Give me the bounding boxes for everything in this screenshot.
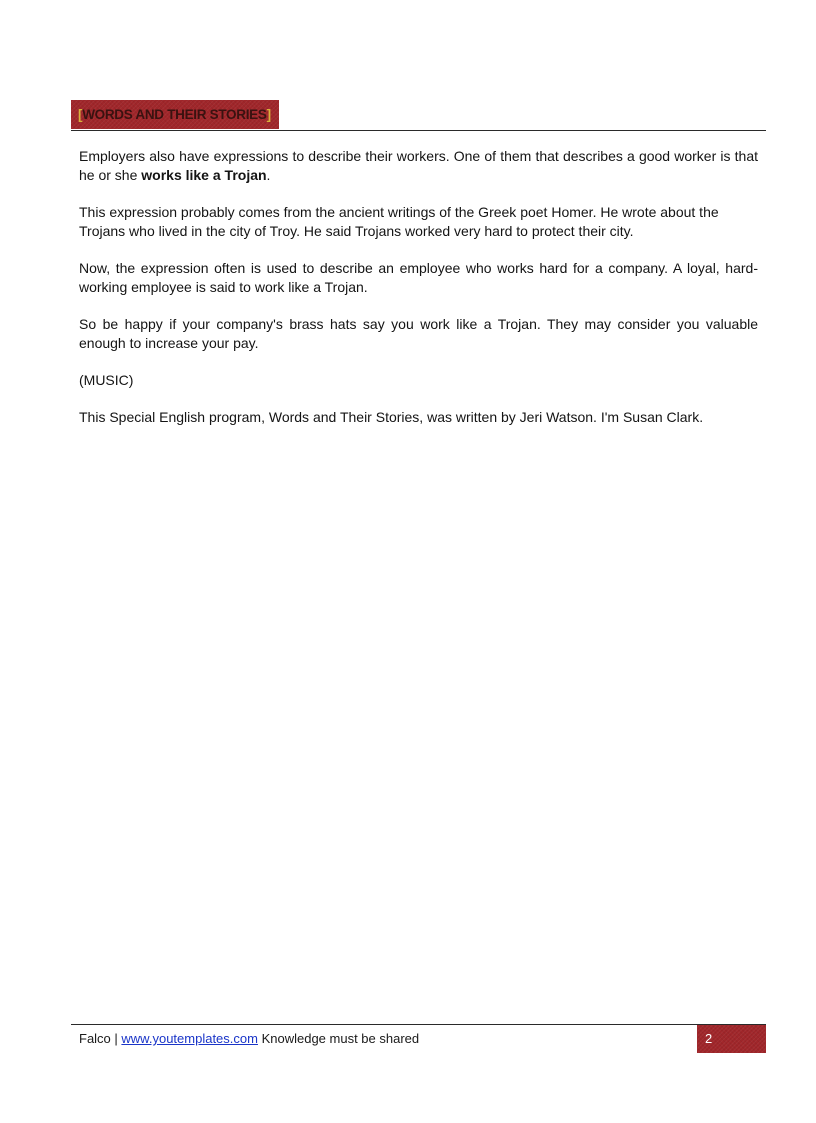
footer-author: Falco	[79, 1031, 111, 1046]
paragraph-3: Now, the expression often is used to describe an employee who works hard for a company. A loyal, hard-working employee is said to work like a Trojan.	[79, 260, 758, 295]
footer-separator: |	[110, 1031, 122, 1046]
paragraph-4: So be happy if your company's brass hats say you work like a Trojan. They may consider you valuable enough to increase your pay.	[79, 316, 758, 351]
paragraph-1-text: Employers also have expressions to describe their workers. One of them that describes a good worker is that he or she	[79, 148, 758, 183]
page-footer	[71, 1024, 766, 1054]
body-content	[79, 147, 758, 445]
footer-text	[79, 1031, 419, 1046]
bracket-open: [	[78, 107, 83, 122]
paragraph-1-end: .	[266, 167, 271, 183]
section-header	[71, 100, 766, 131]
paragraph-1-bold-phrase: works like a Trojan	[141, 167, 267, 183]
paragraph-1	[79, 147, 758, 185]
section-title: WORDS AND THEIR STORIES	[82, 107, 267, 122]
page-number: 2	[705, 1031, 713, 1046]
section-title-tab	[71, 100, 279, 129]
footer-website-link[interactable]: www.youtemplates.com	[121, 1031, 258, 1046]
footer-tagline: Knowledge must be shared	[257, 1031, 420, 1046]
paragraph-6: This Special English program, Words and Their Stories, was written by Jeri Watson. I'm Susan Clark.	[79, 409, 704, 425]
paragraph-5: (MUSIC)	[79, 372, 134, 388]
bracket-close: ]	[266, 107, 271, 122]
page-number-box	[697, 1025, 766, 1053]
paragraph-2: This expression probably comes from the ancient writings of the Greek poet Homer. He wrote about the Trojans who lived in the city of Troy. He said Trojans worked very hard to protect their city.	[79, 204, 719, 239]
